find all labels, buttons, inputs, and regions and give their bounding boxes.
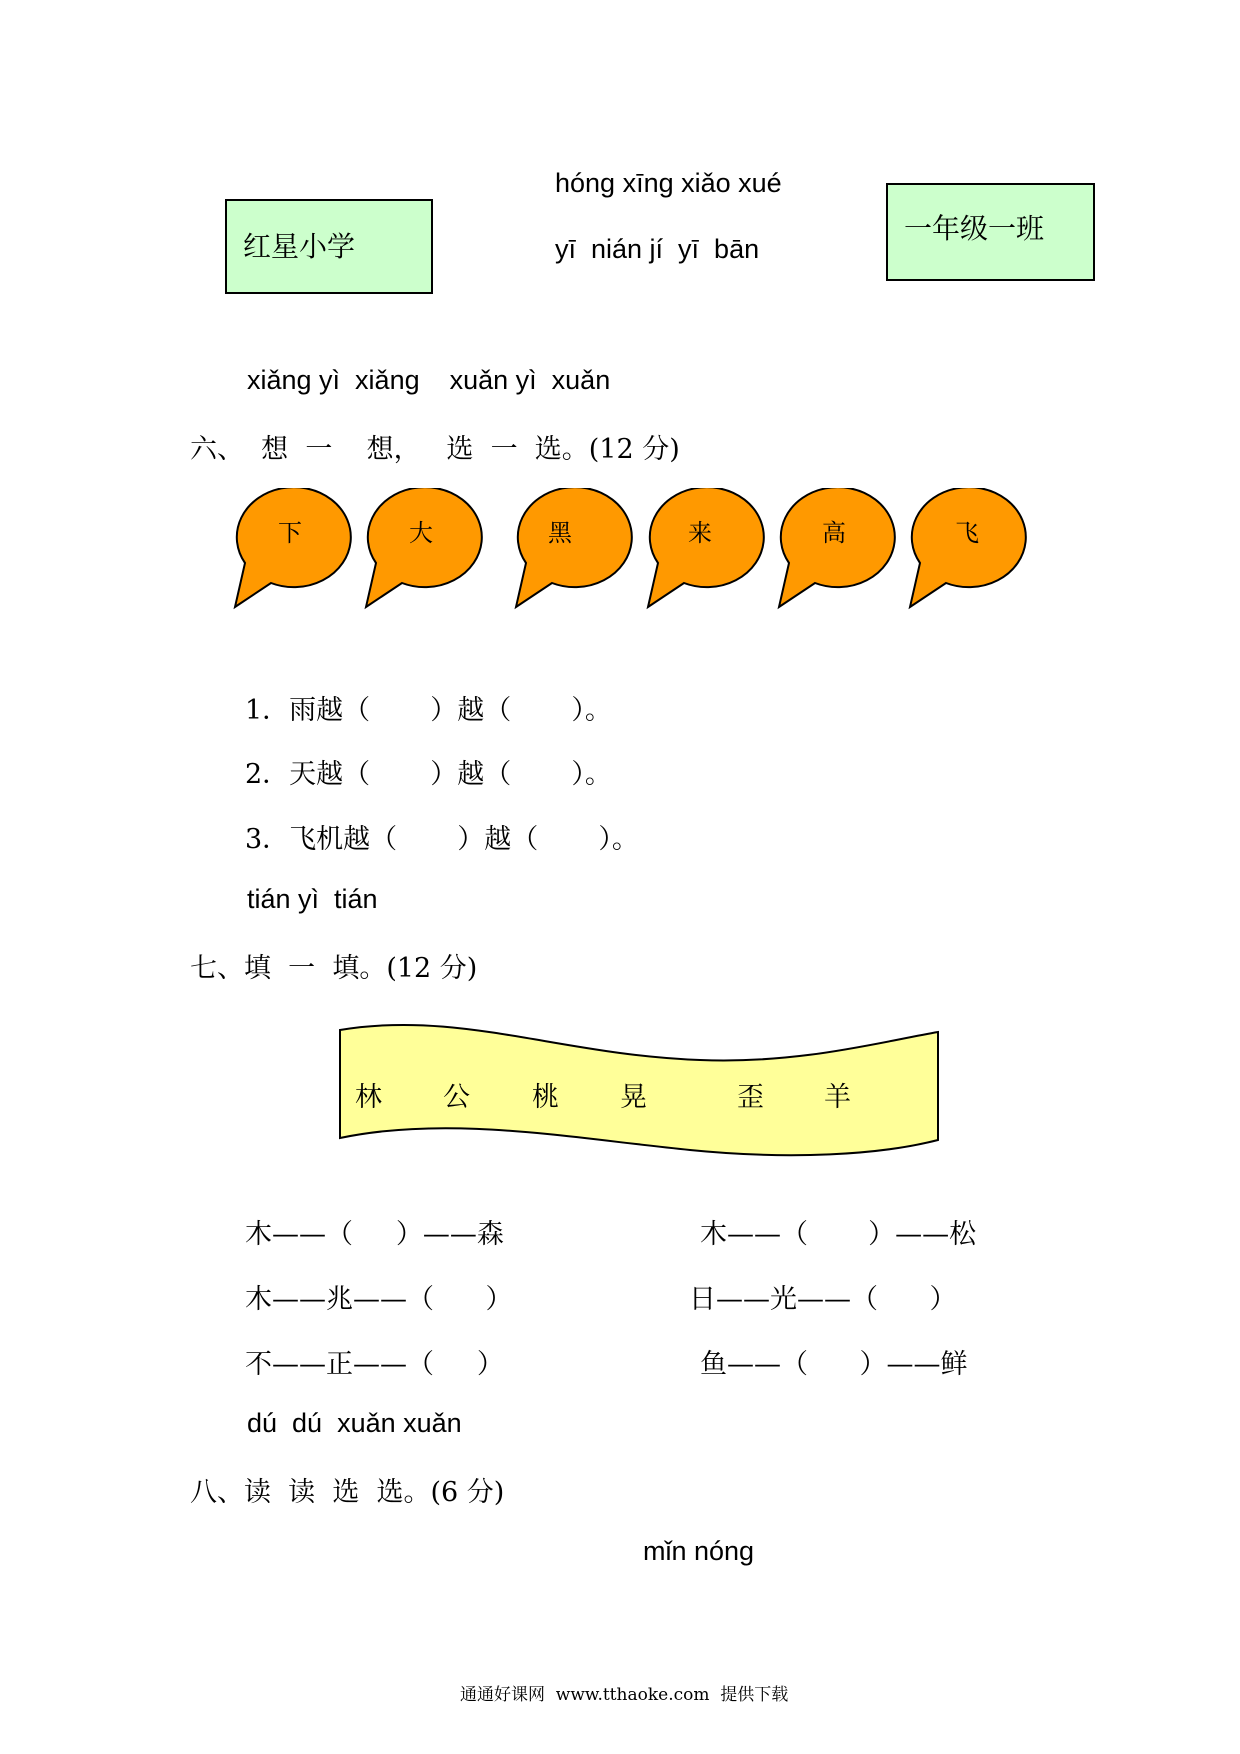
bubble-char-3: 黑 [548,519,572,547]
banner-char-1: 林 [355,1082,382,1113]
question-2: 2．天越（ ）越（ ）。 [245,759,612,790]
school-name-box [225,199,433,294]
speech-bubbles [0,488,1240,628]
section6-title: 六、 想 一 想， 选 一 选。(12 分) [190,434,680,465]
fill-right-2: 日——光——（ ） [689,1284,957,1315]
section8-pinyin: dú dú xuǎn xuǎn [247,1408,462,1438]
fill-left-3: 不——正——（ ） [245,1349,504,1380]
question-1: 1．雨越（ ）越（ ）。 [245,695,612,726]
class-name: 一年级一班 [904,212,1045,245]
banner-char-5: 歪 [737,1082,764,1113]
section7-pinyin: tián yì tián [247,884,378,914]
banner-char-6: 羊 [824,1082,851,1113]
fill-right-1: 木——（ ）——松 [700,1219,977,1250]
bubble-char-4: 来 [688,519,712,547]
section8-pinyin-word: mǐn nóng [643,1536,755,1566]
bubble-char-6: 飞 [955,519,979,547]
bubble-char-2: 大 [409,519,433,547]
bubble-char-5: 高 [822,519,846,547]
section6-pinyin: xiǎng yì xiǎng xuǎn yì xuǎn [247,365,611,395]
banner-char-4: 晃 [620,1082,647,1113]
banner-char-3: 桃 [532,1082,559,1113]
school-name: 红星小学 [243,230,356,263]
class-name-box [886,183,1095,281]
class-pinyin: yī nián jí yī bān [555,234,760,264]
section8-title: 八、读 读 选 选。(6 分) [190,1477,505,1508]
banner-char-2: 公 [443,1082,470,1113]
fill-left-1: 木——（ ）——森 [245,1219,504,1250]
footer-text: 通通好课网 www.tthaoke.com 提供下载 [460,1685,789,1705]
fill-right-3: 鱼——（ ）——鲜 [700,1349,968,1380]
question-3: 3．飞机越（ ）越（ ）。 [245,824,639,855]
school-pinyin: hóng xīng xiǎo xué [555,168,782,198]
section7-title: 七、填 一 填。(12 分) [190,953,478,984]
fill-left-2: 木——兆——（ ） [245,1284,513,1315]
bubble-char-1: 下 [278,519,302,547]
